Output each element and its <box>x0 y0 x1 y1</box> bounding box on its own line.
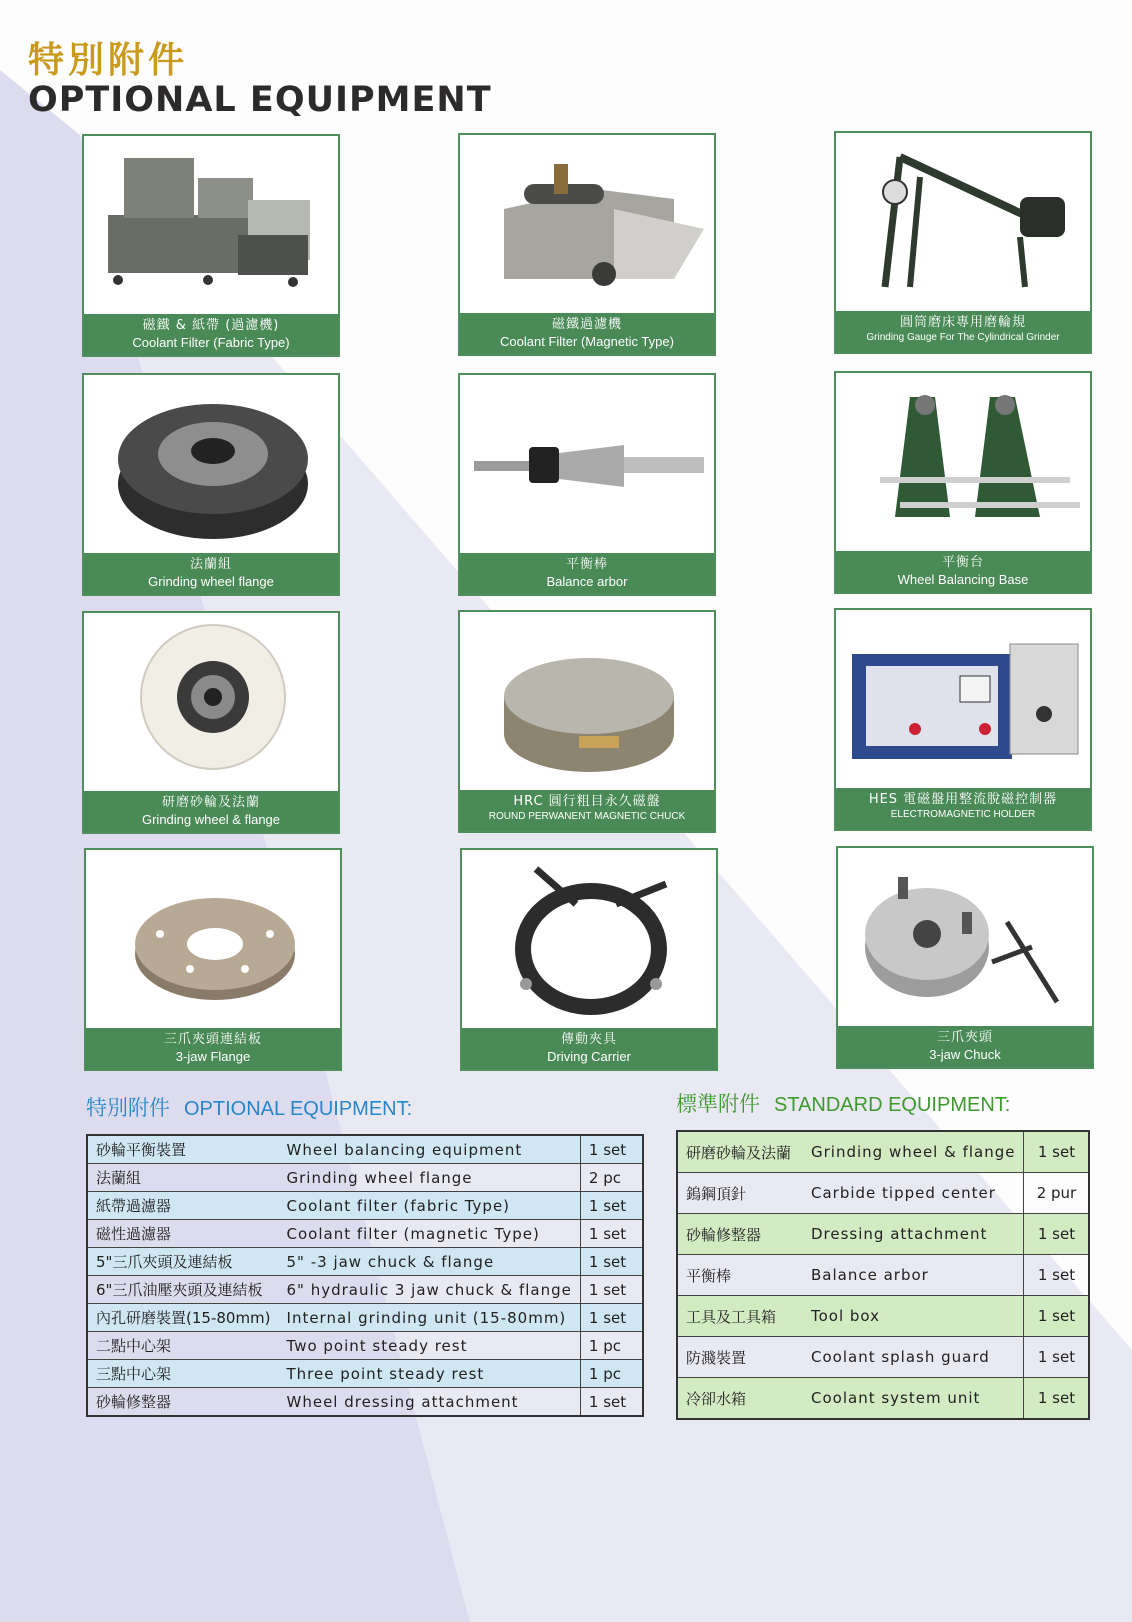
table-row: 6"三爪油壓夾頭及連結板 6" hydraulic 3 jaw chuck & flange 1 set <box>87 1276 643 1304</box>
card-driving-carrier <box>460 848 718 1071</box>
table-row: 平衡棒 Balance arbor 1 set <box>677 1255 1089 1296</box>
table-row: 磁性過濾器 Coolant filter (magnetic Type) 1 set <box>87 1220 643 1248</box>
page-title-chinese: 特別附件 <box>28 40 189 81</box>
card-grinding-gauge <box>834 131 1092 354</box>
card-caption: 三爪夾頭 3-jaw Chuck <box>838 1026 1092 1067</box>
table-row: 內孔研磨裝置(15-80mm) Internal grinding unit (15-80mm) 1 set <box>87 1304 643 1332</box>
optional-equipment-heading: 特別附件 OPTIONAL EQUIPMENT: <box>86 1096 413 1120</box>
magnetic-chuck-image <box>464 616 714 790</box>
card-caption: HRC 圓行粗目永久磁盤 ROUND PERWANENT MAGNETIC CHUCK <box>460 790 714 831</box>
electromagnetic-controller-image <box>840 614 1090 788</box>
table-row: 砂輪平衡裝置 Wheel balancing equipment 1 set <box>87 1135 643 1164</box>
card-wheel-balancing-base <box>834 371 1092 594</box>
coolant-filter-fabric-image <box>88 140 338 314</box>
grinding-gauge-image <box>840 137 1090 311</box>
card-balance-arbor <box>458 373 716 596</box>
card-caption: 圓筒磨床專用磨輪規 Grinding Gauge For The Cylindrical Grinder <box>836 311 1090 352</box>
table-row: 鎢鋼頂針 Carbide tipped center 2 pur <box>677 1173 1089 1214</box>
balance-arbor-image <box>464 379 714 553</box>
table-row: 工具及工具箱 Tool box 1 set <box>677 1296 1089 1337</box>
table-row: 法蘭組 Grinding wheel flange 2 pc <box>87 1164 643 1192</box>
table-row: 冷卻水箱 Coolant system unit 1 set <box>677 1378 1089 1420</box>
card-caption: 傳動夾具 Driving Carrier <box>462 1028 716 1069</box>
table-row: 砂輪修整器 Wheel dressing attachment 1 set <box>87 1388 643 1417</box>
card-3-jaw-chuck <box>836 846 1094 1069</box>
card-caption: 磁鐵 & 紙帶 (過濾機) Coolant Filter (Fabric Type) <box>84 314 338 355</box>
card-coolant-filter-fabric <box>82 134 340 357</box>
table-row: 紙帶過濾器 Coolant filter (fabric Type) 1 set <box>87 1192 643 1220</box>
card-caption: 磁鐵過濾機 Coolant Filter (Magnetic Type) <box>460 313 714 354</box>
card-grinding-wheel-and-flange <box>82 611 340 834</box>
grinding-wheel-image <box>88 617 338 791</box>
driving-carrier-image <box>466 854 716 1028</box>
card-electromagnetic-holder <box>834 608 1092 831</box>
card-caption: 平衡棒 Balance arbor <box>460 553 714 594</box>
card-round-magnetic-chuck <box>458 610 716 833</box>
jaw-flange-image <box>90 854 340 1028</box>
table-row: 防濺裝置 Coolant splash guard 1 set <box>677 1337 1089 1378</box>
card-caption: 三爪夾頭連結板 3-jaw Flange <box>86 1028 340 1069</box>
card-caption: HES 電磁盤用整流脫磁控制器 ELECTROMAGNETIC HOLDER <box>836 788 1090 829</box>
jaw-chuck-image <box>842 852 1092 1026</box>
card-coolant-filter-magnetic <box>458 133 716 356</box>
table-row: 二點中心架 Two point steady rest 1 pc <box>87 1332 643 1360</box>
card-caption: 法蘭組 Grinding wheel flange <box>84 553 338 594</box>
card-3-jaw-flange <box>84 848 342 1071</box>
table-row: 三點中心架 Three point steady rest 1 pc <box>87 1360 643 1388</box>
card-caption: 研磨砂輪及法蘭 Grinding wheel & flange <box>84 791 338 832</box>
wheel-flange-image <box>88 379 338 553</box>
card-grinding-wheel-flange <box>82 373 340 596</box>
wheel-balancing-base-image <box>840 377 1090 551</box>
card-caption: 平衡台 Wheel Balancing Base <box>836 551 1090 592</box>
optional-equipment-table <box>86 1134 644 1417</box>
page-title: OPTIONAL EQUIPMENT <box>28 80 492 120</box>
coolant-filter-magnetic-image <box>464 139 714 313</box>
standard-equipment-heading: 標準附件 STANDARD EQUIPMENT: <box>676 1092 1011 1116</box>
table-row: 研磨砂輪及法蘭 Grinding wheel & flange 1 set <box>677 1131 1089 1173</box>
table-row: 5"三爪夾頭及連結板 5" -3 jaw chuck & flange 1 set <box>87 1248 643 1276</box>
table-row: 砂輪修整器 Dressing attachment 1 set <box>677 1214 1089 1255</box>
standard-equipment-table <box>676 1130 1090 1420</box>
